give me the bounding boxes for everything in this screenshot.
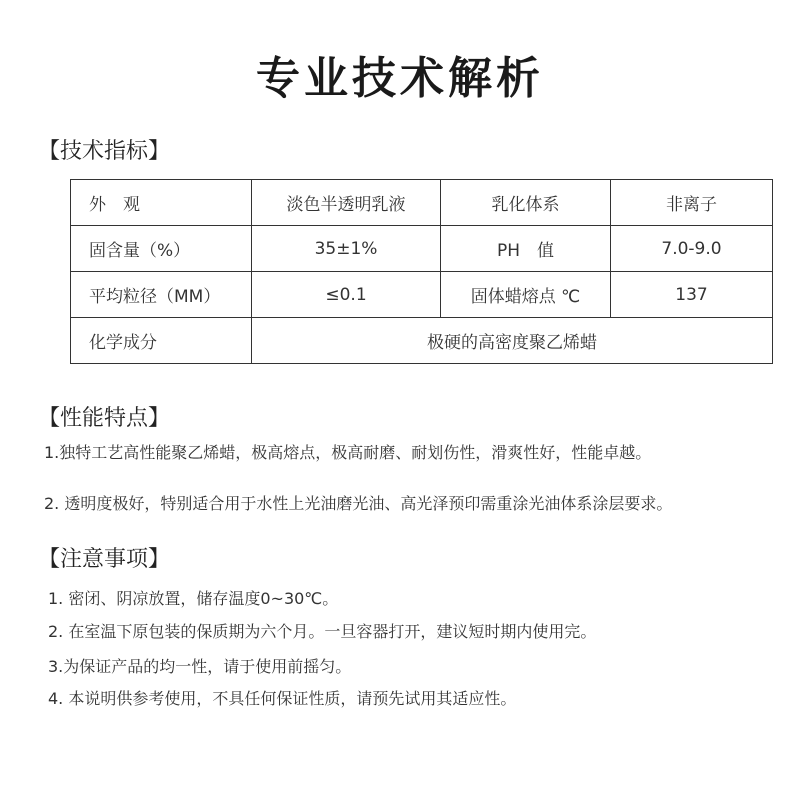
features-section-heading: 【性能特点】 <box>38 406 171 431</box>
spec-label-particle-size: 平均粒径（MM） <box>71 272 252 318</box>
spec-label-melting-point: 固体蜡熔点 ℃ <box>441 272 611 318</box>
spec-value-composition: 极硬的高密度聚乙烯蜡 <box>252 318 773 364</box>
page-title: 专业技术解析 <box>256 53 544 104</box>
feature-item-2: 2. 透明度极好，特别适合用于水性上光油磨光油、高光泽预印需重涂光油体系涂层要求。 <box>44 494 673 513</box>
notes-section-heading: 【注意事项】 <box>38 547 171 572</box>
spec-value-emulsion-system: 非离子 <box>611 180 773 226</box>
note-item-4: 4. 本说明供参考使用，不具任何保证性质，请预先试用其适应性。 <box>48 689 517 708</box>
spec-label-ph: PH 值 <box>441 226 611 272</box>
table-row <box>71 272 773 318</box>
table-row <box>71 318 773 364</box>
spec-value-particle-size: ≤0.1 <box>252 272 441 318</box>
spec-label-appearance: 外 观 <box>71 180 252 226</box>
spec-label-composition: 化学成分 <box>71 318 252 364</box>
spec-value-appearance: 淡色半透明乳液 <box>252 180 441 226</box>
spec-label-emulsion-system: 乳化体系 <box>441 180 611 226</box>
spec-table <box>70 179 773 364</box>
note-item-3: 3.为保证产品的均一性，请于使用前摇匀。 <box>48 657 352 676</box>
spec-value-ph: 7.0-9.0 <box>611 226 773 272</box>
note-item-1: 1. 密闭、阴凉放置，储存温度0~30℃。 <box>48 589 339 608</box>
spec-section-heading: 【技术指标】 <box>38 139 171 164</box>
table-row <box>71 226 773 272</box>
spec-value-melting-point: 137 <box>611 272 773 318</box>
feature-item-1: 1.独特工艺高性能聚乙烯蜡，极高熔点，极高耐磨、耐划伤性，滑爽性好，性能卓越。 <box>44 443 652 462</box>
note-item-2: 2. 在室温下原包装的保质期为六个月。一旦容器打开，建议短时期内使用完。 <box>48 622 597 641</box>
spec-label-solid-content: 固含量（%） <box>71 226 252 272</box>
table-row <box>71 180 773 226</box>
spec-value-solid-content: 35±1% <box>252 226 441 272</box>
